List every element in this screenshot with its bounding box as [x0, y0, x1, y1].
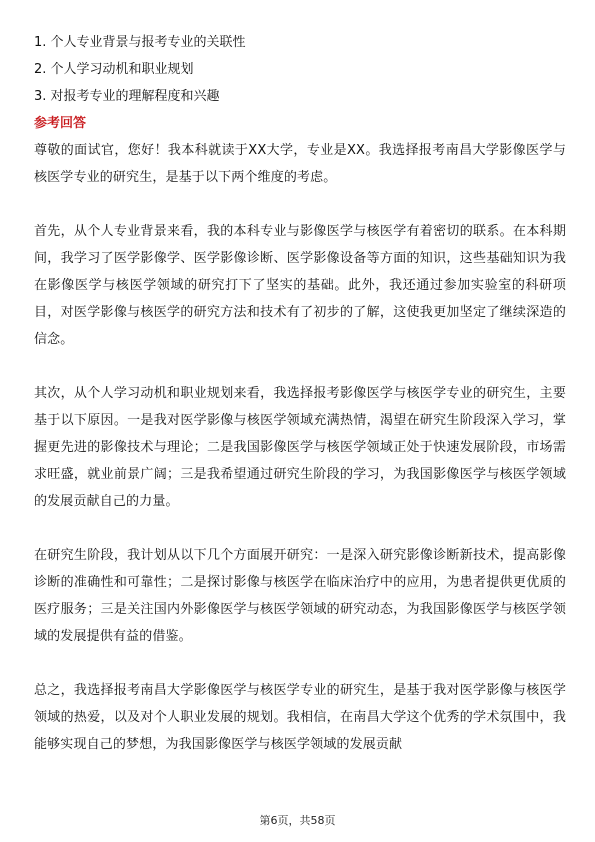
- criteria-item-3: 3. 对报考专业的理解程度和兴趣: [34, 89, 220, 104]
- answer-heading: 参考回答: [34, 116, 87, 131]
- criteria-item-1: 1. 个人专业背景与报考专业的关联性: [34, 35, 246, 50]
- answer-paragraph-3: 其次，从个人学习动机和职业规划来看，我选择报考影像医学与核医学专业的研究生，主要基于以下原因。一是我对医学影像与核医学领域充满热情，渴望在研究生阶段深入学习，掌握更先进的影像技术与理论；二是我国影像医学与核医学领域正处于快速发展阶段，市场需求旺盛，就业前景广阔；三是我希望通过研究生阶段的学习，为我国影像医学与核医学领域的发展贡献自己的力量。: [34, 386, 566, 509]
- page-content: [34, 34, 566, 785]
- answer-paragraph-5: 总之，我选择报考南昌大学影像医学与核医学专业的研究生，是基于我对医学影像与核医学领域的热爱，以及对个人职业发展的规划。我相信，在南昌大学这个优秀的学术氛围中，我能够实现自己的梦想，为我国影像医学与核医学领域的发展贡献: [34, 683, 566, 752]
- page-number: 第6页，共58页: [259, 814, 336, 827]
- answer-paragraph-1: 尊敬的面试官，您好！我本科就读于XX大学，专业是XX。我选择报考南昌大学影像医学与核医学专业的研究生，是基于以下两个维度的考虑。: [34, 143, 566, 185]
- answer-paragraph-4: 在研究生阶段，我计划从以下几个方面展开研究：一是深入研究影像诊断新技术，提高影像诊断的准确性和可靠性；二是探讨影像与核医学在临床治疗中的应用，为患者提供更优质的医疗服务；三是关注国内外影像医学与核医学领域的研究动态，为我国影像医学与核医学领域的发展提供有益的借鉴。: [34, 548, 566, 644]
- answer-paragraph-2: 首先，从个人专业背景来看，我的本科专业与影像医学与核医学有着密切的联系。在本科期间，我学习了医学影像学、医学影像诊断、医学影像设备等方面的知识，这些基础知识为我在影像医学与核医学领域的研究打下了坚实的基础。此外，我还通过参加实验室的科研项目，对医学影像与核医学的研究方法和技术有了初步的了解，这使我更加坚定了继续深造的信念。: [34, 224, 566, 347]
- criteria-item-2: 2. 个人学习动机和职业规划: [34, 62, 194, 77]
